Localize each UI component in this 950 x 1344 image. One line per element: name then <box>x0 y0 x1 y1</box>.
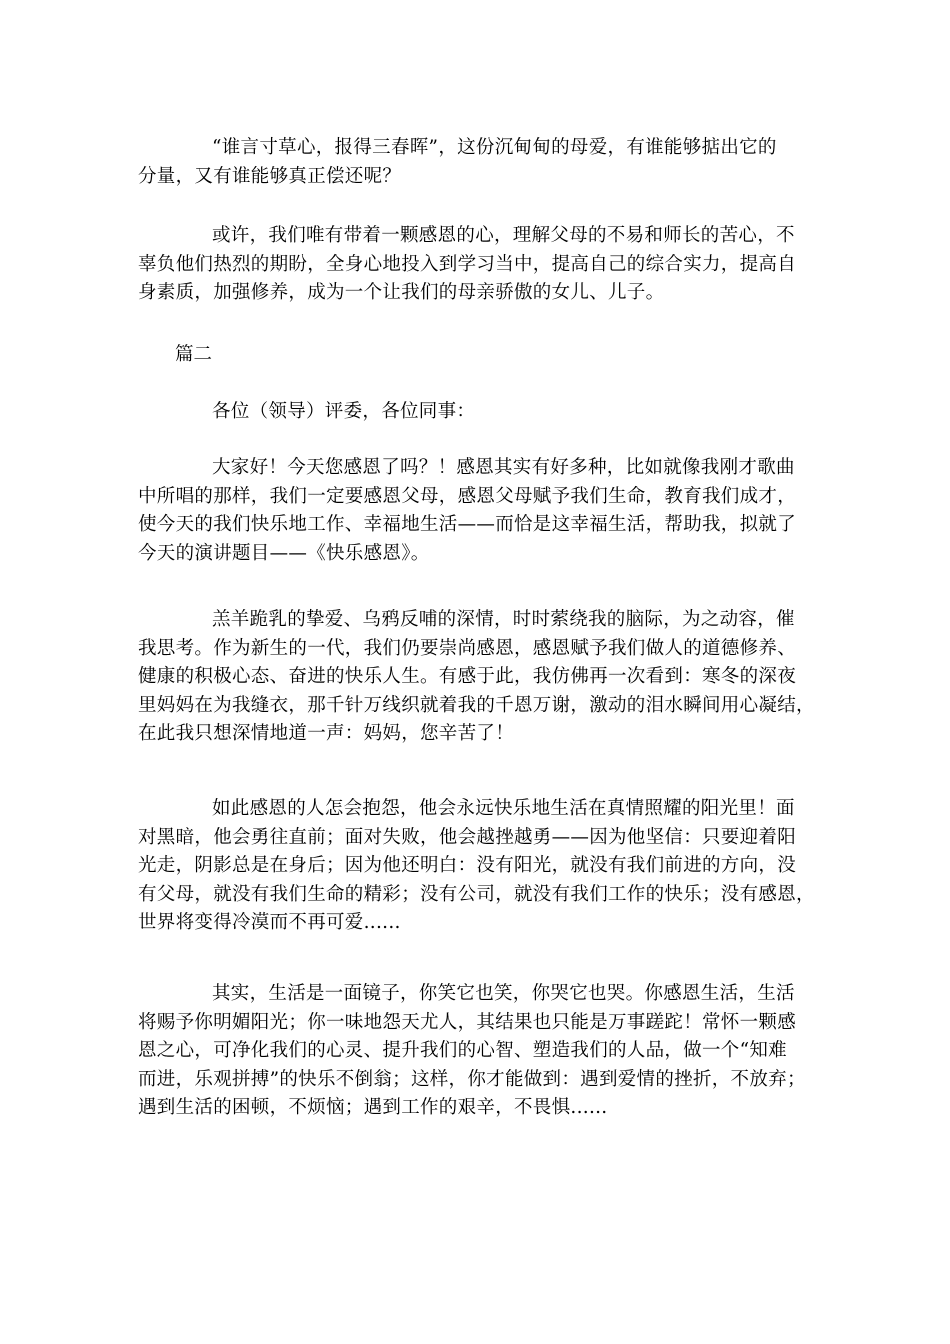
paragraph-line: 羔羊跪乳的挚爱、乌鸦反哺的深情，时时萦绕我的脑际，为之动容，催 <box>212 609 795 630</box>
paragraph-line: 遇到生活的困顿，不烦恼；遇到工作的艰辛，不畏惧...... <box>138 1097 608 1118</box>
paragraph-5 <box>138 795 818 938</box>
paragraph-line: 而进，乐观拼搏”的快乐不倒翁；这样，你才能做到：遇到爱情的挫折，不放弃； <box>138 1068 806 1090</box>
paragraph-line: 对黑暗，他会勇往直前；面对失败，他会越挫越勇——因为他坚信：只要迎着阳 <box>138 826 797 848</box>
paragraph-1 <box>138 134 818 191</box>
paragraph-line: 我思考。作为新生的一代，我们仍要崇尚感恩，感恩赋予我们做人的道德修养、 <box>138 637 797 659</box>
paragraph-line: 光走，阴影总是在身后；因为他还明白：没有阳光，就没有我们前进的方向，没 <box>138 855 797 876</box>
paragraph-line: 辜负他们热烈的期盼，全身心地投入到学习当中，提高自己的综合实力，提高自 <box>138 253 797 275</box>
paragraph-2 <box>138 222 818 308</box>
salutation <box>138 398 818 427</box>
paragraph-line: 分量，又有谁能够真正偿还呢？ <box>138 165 402 187</box>
paragraph-6 <box>138 980 818 1123</box>
paragraph-line: 使今天的我们快乐地工作、幸福地生活——而恰是这幸福生活，帮助我，拟就了 <box>138 514 797 535</box>
paragraph-3 <box>138 454 818 568</box>
paragraph-line: 健康的积极心态、奋进的快乐人生。有感于此，我仿佛再一次看到：寒冬的深夜 <box>138 666 797 687</box>
paragraph-line: 各位（领导）评委，各位同事： <box>212 401 476 422</box>
paragraph-line: 有父母，就没有我们生命的精彩；没有公司，就没有我们工作的快乐；没有感恩， <box>138 883 815 905</box>
paragraph-line: 如此感恩的人怎会抱怨，他会永远快乐地生活在真情照耀的阳光里！面 <box>212 798 795 819</box>
paragraph-line: 其实，生活是一面镜子，你笑它也笑，你哭它也哭。你感恩生活，生活 <box>212 983 795 1004</box>
paragraph-line: “谁言寸草心，报得三春晖”，这份沉甸甸的母爱，有谁能够掂出它的 <box>212 137 777 158</box>
paragraph-line: 里妈妈在为我缝衣，那千针万线织就着我的千恩万谢，激动的泪水瞬间用心凝结， <box>138 694 815 716</box>
paragraph-4 <box>138 606 818 749</box>
paragraph-line: 大家好！今天您感恩了吗？！感恩其实有好多种，比如就像我刚才歌曲 <box>212 457 795 478</box>
paragraph-line: 中所唱的那样，我们一定要感恩父母，感恩父母赋予我们生命，教育我们成才， <box>138 485 797 507</box>
paragraph-line: 恩之心，可净化我们的心灵、提升我们的心智、塑造我们的人品，做一个“知难 <box>138 1040 787 1061</box>
paragraph-line: 今天的演讲题目——《快乐感恩》。 <box>138 542 430 564</box>
paragraph-line: 身素质，加强修养，成为一个让我们的母亲骄傲的女儿、儿子。 <box>138 282 665 303</box>
paragraph-line: 在此我只想深情地道一声：妈妈，您辛苦了！ <box>138 723 515 744</box>
paragraph-line: 或许，我们唯有带着一颗感恩的心，理解父母的不易和师长的苦心，不 <box>212 225 795 246</box>
paragraph-line: 世界将变得冷漠而不再可爱...... <box>138 912 401 933</box>
section-heading: 篇二 <box>175 344 213 365</box>
paragraph-line: 将赐予你明媚阳光；你一味地怨天尤人，其结果也只能是万事蹉跎！常怀一颗感 <box>138 1011 797 1033</box>
